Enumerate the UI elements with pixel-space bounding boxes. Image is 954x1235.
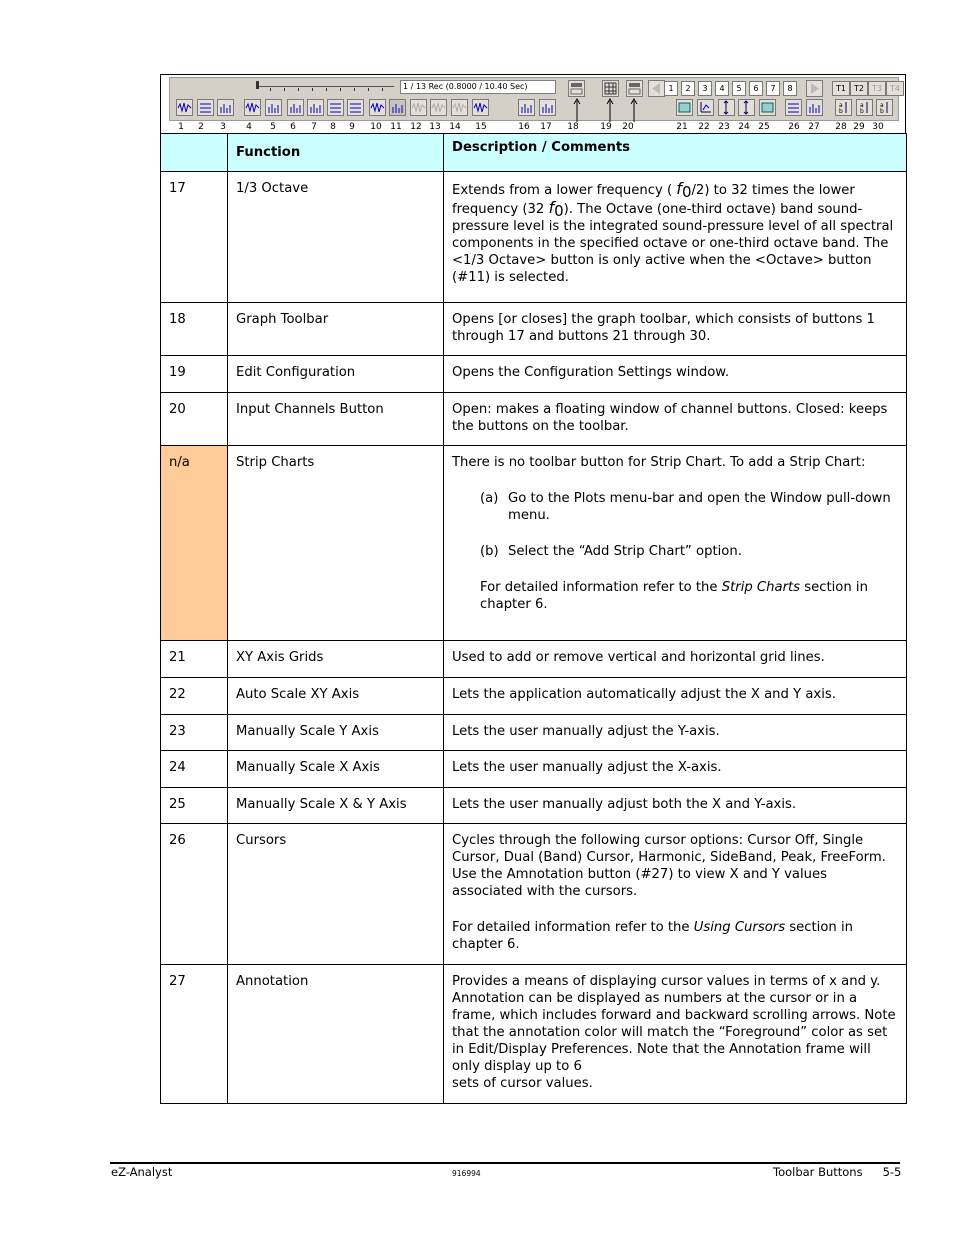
row-number: 17 [161,172,228,303]
svg-text:a: a [880,102,884,109]
svg-text:a: a [839,102,843,109]
row-number: 24 [161,751,228,788]
disabled-plot-button[interactable] [451,99,468,116]
row-number: 19 [161,356,228,393]
record-3-button[interactable]: 3 [698,81,712,96]
table-row [161,965,907,1104]
row-function: Cursors [228,824,444,965]
spectrum-icon [266,100,281,115]
xy-axis-grids-button[interactable] [676,99,693,116]
row-description: Open: makes a floating window of channel buttons. Closed: keeps the buttons on the toolbar. [444,393,907,446]
button-number-label: 21 [676,122,688,132]
record-1-button[interactable]: 1 [664,81,678,96]
row-description [444,965,907,1104]
row-description: Lets the user manually adjust the X-axis. [444,751,907,788]
waveform-icon [245,100,260,115]
plot-button[interactable] [197,99,214,116]
row-function: Manually Scale X Axis [228,751,444,788]
plot-icon [198,100,213,115]
trace-t2-button[interactable]: T2 [850,81,868,96]
svg-text:b: b [839,108,843,115]
waveform-icon [473,100,488,115]
next-record-button[interactable] [806,80,823,97]
graph-toolbar-button[interactable] [568,80,585,97]
record-2-button[interactable]: 2 [681,81,695,96]
disabled-plot-icon [431,100,446,115]
button-number-label: 3 [220,122,226,132]
pointer-arrow-icon [605,98,615,122]
row-function: Auto Scale XY Axis [228,678,444,715]
button-number-label: 11 [390,122,402,132]
row-number: 23 [161,715,228,751]
button-number-label: 17 [540,122,552,132]
button-number-label: 13 [429,122,441,132]
scale-xy-button[interactable] [759,99,776,116]
xy-axis-grids-icon [677,100,692,115]
toolbar-strip [169,77,899,121]
waveform-button[interactable] [244,99,261,116]
record-4-button[interactable]: 4 [715,81,729,96]
spectrum-button[interactable] [287,99,304,116]
button-number-label: 14 [449,122,461,132]
disabled-plot-button[interactable] [430,99,447,116]
disabled-plot-button[interactable] [410,99,427,116]
waveform-icon [370,100,385,115]
waterfall-icon [348,100,363,115]
input-channels-button[interactable] [626,80,643,97]
button-number-label: 20 [622,122,634,132]
footer-document-number: 916994 [452,1169,481,1178]
bar-plot-icon [218,100,233,115]
row-number: 20 [161,393,228,446]
waveform-button[interactable] [369,99,386,116]
button-number-label: 5 [270,122,276,132]
svg-text:a: a [860,102,864,109]
row-function: Edit Configuration [228,356,444,393]
cursors-icon [786,100,801,115]
row-description [444,824,907,965]
strip-chart-step-b: (b) Select the “Add Strip Chart” option. [480,544,742,559]
row-description: Opens the Configuration Settings window. [444,356,907,393]
header-number [161,134,228,172]
record-5-button[interactable]: 5 [732,81,746,96]
row-description: Extends from a lower frequency ( $f_0/2$) to 32 times the lower frequency (32 $f_0$). The Octave (one-third octave) band sound-pressure level is the integrated sound-pressure level of all spectral components in the specified octave or one-third octave band. The <1/3 Octave> button is only active when the <Octave> button (#11) is selected. [444,172,907,303]
button-number-label: 27 [808,122,820,132]
row-function: Annotation [228,965,444,1104]
row-number: n/a [161,446,228,641]
button-number-label: 22 [698,122,710,132]
table-row [161,393,907,446]
note-icon [836,100,851,115]
trace-t4-button[interactable]: T4 [886,81,904,96]
button-number-label: 1 [178,122,184,132]
annotation-button[interactable] [806,99,823,116]
trace-t1-button[interactable]: T1 [832,81,850,96]
spectrum-button[interactable] [307,99,324,116]
waterfall-button[interactable] [327,99,344,116]
disabled-plot-icon [411,100,426,115]
record-7-button[interactable]: 7 [766,81,780,96]
row-description: Opens [or closes] the graph toolbar, which consists of buttons 1 through 17 and buttons 21 through 30. [444,303,907,356]
note-button[interactable] [876,99,893,116]
footer-section: Toolbar Buttons 5-5 [773,1165,902,1179]
annotation-description: Provides a means of displaying cursor values in terms of x and y. Annotation can be displayed as numbers at the cursor or in a frame, which includes forward and backward scrolling arrows. Note that the annotation color will match the “Foreground” color as set in Edit/Display Preferences. Note that the Annotation frame will only display up to 6 [452,974,896,1074]
button-number-label: 26 [788,122,800,132]
strip-chart-step-a: (a) Go to the Plots menu-bar and open the Window pull-down menu. [480,491,891,523]
row-function: Strip Charts [228,446,444,641]
table-row [161,172,907,303]
time-plot-icon [177,100,192,115]
row-number: 18 [161,303,228,356]
button-number-label: 16 [518,122,530,132]
header-function: Function [228,134,444,172]
row-function: Manually Scale X & Y Axis [228,788,444,824]
table-row [161,715,907,751]
record-8-button[interactable]: 8 [783,81,797,96]
edit-configuration-button[interactable] [602,80,619,97]
row-number: 27 [161,965,228,1104]
row-number: 26 [161,824,228,965]
strip-chart-reference: For detailed information refer to the Strip Charts section in chapter 6. [480,580,868,612]
spectrum-icon [288,100,303,115]
pointer-arrow-icon [572,98,582,122]
toolbar-screenshot [160,74,906,134]
button-number-label: 24 [738,122,750,132]
annotation-description-end: sets of cursor values. [452,1076,593,1091]
time-plot-button[interactable] [176,99,193,116]
one-third-octave-button[interactable] [539,99,556,116]
row-number: 25 [161,788,228,824]
toolbar-button-table [160,133,907,1104]
row-description: Lets the user manually adjust both the X and Y-axis. [444,788,907,824]
row-description: Lets the application automatically adjust the X and Y axis. [444,678,907,715]
auto-scale-xy-button[interactable] [697,99,714,116]
table-row [161,303,907,356]
octave-icon [390,100,405,115]
table-row [161,446,907,641]
note-icon [877,100,892,115]
note-icon [857,100,872,115]
button-number-label: 23 [718,122,730,132]
button-number-label: 6 [290,122,296,132]
button-number-label: 2 [198,122,204,132]
previous-record-button[interactable] [648,80,665,97]
button-number-label: 7 [311,122,317,132]
strip-chart-intro: There is no toolbar button for Strip Chart. To add a Strip Chart: [452,455,866,470]
table-row [161,751,907,788]
table-row [161,678,907,715]
svg-text:b: b [860,108,864,115]
button-number-label: 4 [246,122,252,132]
footer-rule [110,1162,900,1164]
note-button[interactable] [835,99,852,116]
scale-x-icon [739,100,754,115]
spectrum-button[interactable] [518,99,535,116]
row-function: Manually Scale Y Axis [228,715,444,751]
spectrum-icon [519,100,534,115]
row-description: Lets the user manually adjust the Y-axis. [444,715,907,751]
cursors-reference: For detailed information refer to the Using Cursors section in chapter 6. [452,920,853,952]
button-number-label: 10 [370,122,382,132]
waveform-button[interactable] [472,99,489,116]
annotation-icon [807,100,822,115]
footer-product-name: eZ-Analyst [111,1165,173,1179]
button-number-label: 28 [835,122,847,132]
button-number-label: 15 [475,122,487,132]
table-row [161,356,907,393]
record-readout: 1 / 13 Rec (0.8000 / 10.40 Sec) [400,80,556,94]
spectrum-button[interactable] [265,99,282,116]
scale-xy-icon [760,100,775,115]
bar-plot-button[interactable] [217,99,234,116]
row-function: XY Axis Grids [228,641,444,678]
button-number-label: 25 [758,122,770,132]
row-number: 21 [161,641,228,678]
table-header-row [161,134,907,172]
cursors-description: Cycles through the following cursor options: Cursor Off, Single Cursor, Dual (Band) Cursor, Harmonic, SideBand, Peak, FreeForm. Use the Amnotation button (#27) to view X and Y values associated with the cursors. [452,833,886,899]
row-description [444,446,907,641]
waterfall-icon [328,100,343,115]
spectrum-icon [308,100,323,115]
trace-t3-button[interactable]: T3 [868,81,886,96]
row-number: 22 [161,678,228,715]
button-number-label: 29 [853,122,865,132]
button-number-label: 8 [330,122,336,132]
row-function: Graph Toolbar [228,303,444,356]
note-button[interactable] [856,99,873,116]
scale-y-button[interactable] [718,99,735,116]
auto-scale-xy-icon [698,100,713,115]
scale-y-icon [719,100,734,115]
header-description: Description / Comments [444,134,907,172]
record-slider[interactable] [256,81,394,93]
button-number-label: 18 [567,122,579,132]
table-row [161,824,907,965]
table-row [161,788,907,824]
octave-button[interactable] [389,99,406,116]
record-6-button[interactable]: 6 [749,81,763,96]
row-function: 1/3 Octave [228,172,444,303]
disabled-plot-icon [452,100,467,115]
cursors-button[interactable] [785,99,802,116]
pointer-arrow-icon [629,98,639,122]
row-description: Used to add or remove vertical and horizontal grid lines. [444,641,907,678]
button-number-label: 9 [349,122,355,132]
button-number-label: 19 [600,122,612,132]
one-third-octave-icon [540,100,555,115]
svg-text:b: b [880,108,884,115]
scale-x-button[interactable] [738,99,755,116]
button-number-label: 30 [872,122,884,132]
row-function: Input Channels Button [228,393,444,446]
button-number-label: 12 [410,122,422,132]
waterfall-button[interactable] [347,99,364,116]
table-row [161,641,907,678]
